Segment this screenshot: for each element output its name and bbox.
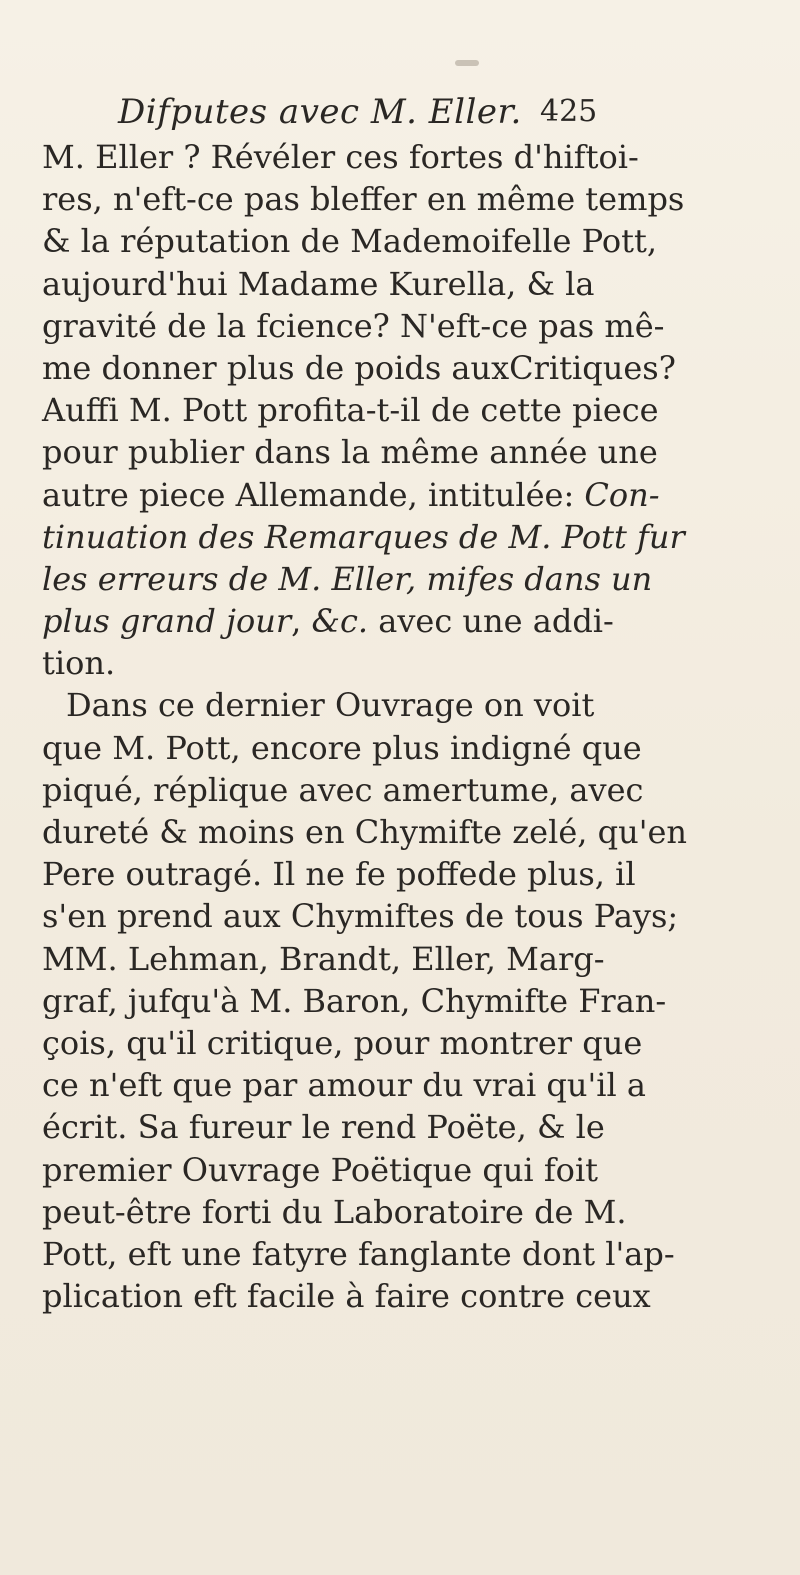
text-line: écrit. Sa fureur le rend Poëte, & le <box>42 1108 605 1147</box>
italic-etc: &c. <box>311 602 369 641</box>
ink-smudge <box>455 60 479 66</box>
text-line: M. Eller ? Révéler ces fortes d'hiftoi- <box>42 138 639 176</box>
text-span: , <box>291 602 312 641</box>
text-line: plication eft facile à faire contre ceux <box>42 1277 651 1316</box>
text-line: res, n'eft-ce pas bleffer en même temps <box>42 180 685 219</box>
text-line: pour publier dans la même année une <box>42 433 658 472</box>
running-title: Difputes avec M. Eller. <box>118 92 522 132</box>
text-line <box>42 600 782 642</box>
text-line: MM. Lehman, Brandt, Eller, Marg- <box>42 939 605 978</box>
text-line <box>42 474 782 516</box>
text-line: me donner plus de poids auxCritiques? <box>42 348 676 387</box>
text-line: çois, qu'il critique, pour montrer que <box>42 1023 643 1062</box>
text-line: aujourd'hui Madame Kurella, & la <box>42 264 595 303</box>
text-line: que M. Pott, encore plus indigné que <box>42 728 642 767</box>
text-line: graf, jufqu'à M. Baron, Chymifte Fran- <box>42 981 667 1020</box>
text-line: premier Ouvrage Poëtique qui foit <box>42 1150 599 1189</box>
text-line: gravité de la fcience? N'eft-ce pas mê- <box>42 306 665 345</box>
page-number: 425 <box>540 94 598 129</box>
italic-title: Con- <box>584 475 660 514</box>
text-line: Auffi M. Pott profita-t-il de cette piece <box>42 391 659 430</box>
text-line: tion. <box>42 644 116 683</box>
body-text <box>42 136 782 1317</box>
text-line: peut-être forti du Laboratoire de M. <box>42 1192 627 1231</box>
italic-title: plus grand jour <box>42 602 292 641</box>
text-span: avec une addi- <box>368 602 614 641</box>
text-line: Pere outragé. Il ne fe poffede plus, il <box>42 855 636 894</box>
text-line: Pott, eft une fatyre fanglante dont l'ap- <box>42 1234 675 1273</box>
text-line: & la réputation de Mademoifelle Pott, <box>42 222 657 261</box>
paragraph-start-line: Dans ce dernier Ouvrage on voit <box>66 686 595 725</box>
text-line: dureté & moins en Chymifte zelé, qu'en <box>42 813 688 851</box>
page-header <box>118 92 758 132</box>
text-span: autre piece Allemande, intitulée: <box>42 475 585 514</box>
text-line: piqué, réplique avec amertume, avec <box>42 770 644 809</box>
text-line: ce n'eft que par amour du vrai qu'il a <box>42 1066 646 1105</box>
text-line-italic: tinuation des Remarques de M. Pott fur <box>42 517 685 556</box>
text-line: s'en prend aux Chymiftes de tous Pays; <box>42 897 679 936</box>
text-line-italic: les erreurs de M. Eller, mifes dans un <box>42 559 653 598</box>
